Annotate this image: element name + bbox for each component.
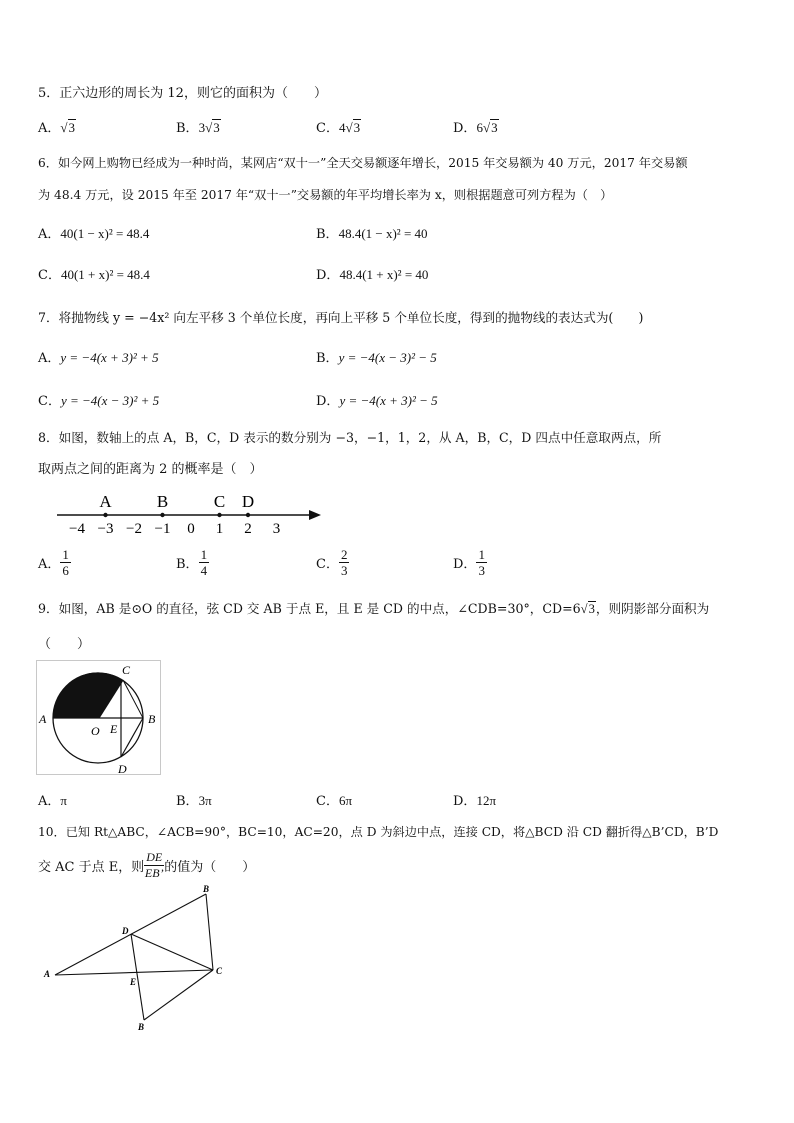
number-line-arrow [309, 510, 321, 520]
q8-option-d: D． $\frac{1}{3}$ [453, 547, 485, 578]
q9-paren: （ ） [38, 637, 91, 652]
circle-figure [36, 660, 166, 778]
label-c: C [122, 663, 131, 677]
point-d-label: D [241, 492, 255, 511]
tick-label: 2 [244, 521, 252, 537]
q10-stem-line2: 交 AC 于点 E，则 $\frac{DE}{EB’}$ 的值为（ ） [38, 850, 256, 880]
label-e: E [110, 722, 118, 736]
segment-bc [206, 894, 213, 970]
q6-stem-line2: 为 48.4 万元，设 2015 年至 2017 年“双十一”交易额的年平均增长率为 x，则根据题意可列方程为（ ） [38, 188, 613, 202]
q6-option-a: A．40(1 − x)² = 48.4 [38, 226, 150, 242]
q7-option-b: B．y = −4(x − 3)² − 5 [316, 350, 437, 366]
label-a: A [44, 969, 51, 979]
q5-option-d: D．6√3 [453, 120, 498, 136]
q9-option-a: A．π [38, 793, 67, 809]
tick-label: 0 [187, 521, 195, 537]
q8-option-a: A． $\frac{1}{6}$ [38, 547, 69, 578]
tick-label: −1 [154, 521, 171, 537]
q6-option-b: B．48.4(1 − x)² = 40 [316, 226, 428, 242]
label-o: O [91, 724, 100, 738]
q6-option-d: D．48.4(1 + x)² = 40 [316, 267, 429, 283]
triangle-figure [38, 884, 238, 1034]
q8-stem-line1: 8．如图，数轴上的点 A，B，C，D 表示的数分别为 −3，−1，1，2，从 A，B，C，D 四点中任意取两点，所 [38, 430, 662, 445]
q5-stem: 5．正六边形的周长为 12，则它的面积为（ ） [38, 86, 327, 101]
q8-option-b: B． $\frac{1}{4}$ [176, 547, 208, 578]
q6-stem-line1: 6．如今网上购物已经成为一种时尚，某网店“双十一”全天交易额逐年增长，2015 年交易额为 40 万元，2017 年交易额 [38, 156, 688, 170]
q7-option-d: D．y = −4(x + 3)² − 5 [316, 393, 438, 409]
q6-option-c: C．40(1 + x)² = 48.4 [38, 267, 150, 283]
shaded-sector [53, 672, 123, 718]
label-b-top: B [203, 884, 210, 894]
q9-option-b: B．3π [176, 793, 212, 809]
point-b-label: B [156, 492, 169, 511]
point-b-dot [160, 513, 164, 517]
q10-stem-line1: 10．已知 Rt△ABC，∠ACB=90°，BC=10，AC=20，点 D 为斜边中点，连接 CD，将△BCD 沿 CD 翻折得△B’CD，B’D [38, 825, 719, 839]
segment-db [121, 718, 143, 757]
tick-label: −4 [69, 521, 85, 537]
point-c-label: C [213, 492, 226, 511]
q5-option-a: A．√3 [38, 120, 76, 136]
q9-stem: 9．如图，AB 是⊙O 的直径，弦 CD 交 AB 于点 E，且 E 是 CD 的中点，∠CDB=30°，CD=6√3，则阴影部分面积为 [38, 601, 710, 616]
segment-cb [123, 680, 143, 718]
tick-label: 3 [272, 521, 281, 537]
point-d-dot [246, 513, 250, 517]
point-a-label: A [99, 492, 112, 511]
q8-option-c: C． $\frac{2}{3}$ [316, 547, 348, 578]
label-c: C [216, 966, 223, 976]
tick-label: −3 [97, 521, 114, 537]
segment-ac [55, 970, 213, 975]
q7-option-a: A．y = −4(x + 3)² + 5 [38, 350, 159, 366]
segment-b-prime-c [144, 970, 213, 1020]
q5-option-c: C．4√3 [316, 120, 361, 136]
label-e: E [130, 977, 137, 987]
q8-stem-line2: 取两点之间的距离为 2 的概率是（ ） [38, 462, 263, 477]
label-b: B [148, 712, 156, 726]
q9-option-c: C．6π [316, 793, 353, 809]
label-a: A [39, 712, 47, 726]
segment-dc [131, 934, 213, 970]
q7-stem: 7．将抛物线 y = −4x² 向左平移 3 个单位长度，再向上平移 5 个单位长度，得到的抛物线的表达式为( ) [38, 310, 644, 325]
point-c-dot [217, 513, 221, 517]
label-b-prime: B [138, 1022, 145, 1032]
label-d: D [118, 762, 127, 776]
tick-label: −2 [126, 521, 142, 537]
point-a-dot [103, 513, 107, 517]
label-d: D [122, 926, 129, 936]
q9-option-d: D．12π [453, 793, 497, 809]
q5-option-b: B．3√3 [176, 120, 220, 136]
segment-ab [55, 894, 206, 975]
tick-label: 1 [215, 521, 224, 537]
q7-option-c: C．y = −4(x − 3)² + 5 [38, 393, 160, 409]
number-line-figure [55, 485, 330, 540]
